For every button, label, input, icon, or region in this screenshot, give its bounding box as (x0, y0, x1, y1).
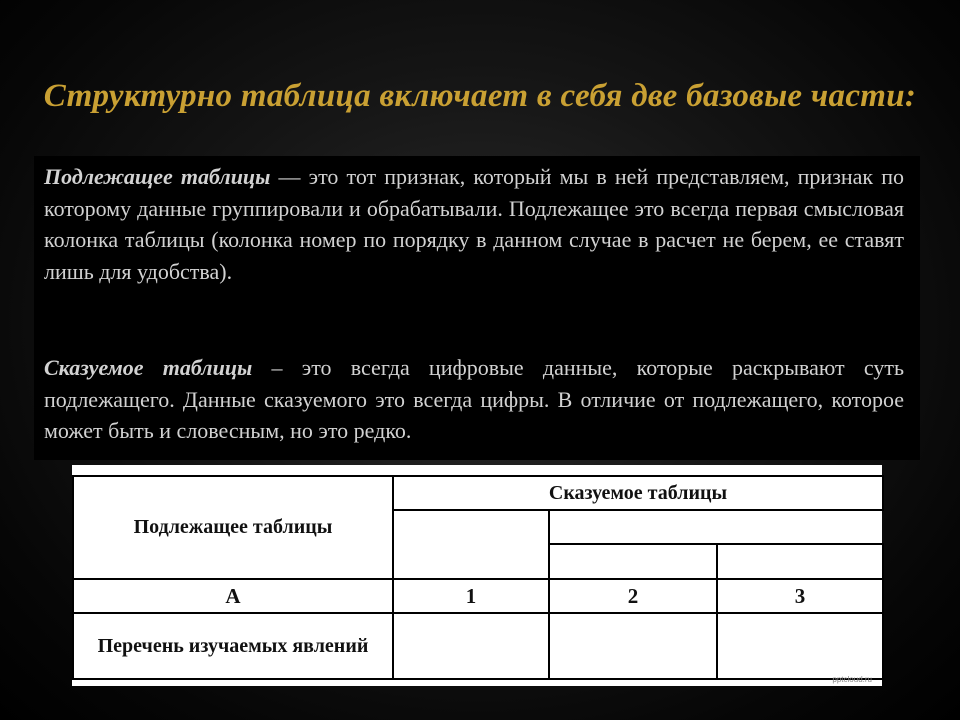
table-cell-empty (717, 613, 883, 679)
table-illustration (72, 465, 882, 686)
slide-title: Структурно таблица включает в себя две базовые части: (43, 78, 917, 114)
table-row (73, 613, 883, 679)
index-cell-a: А (73, 579, 393, 613)
subject-header-cell: Подлежащее таблицы (73, 476, 393, 579)
subject-term: Подлежащее таблицы (44, 164, 271, 189)
table-cell-empty (393, 613, 549, 679)
table-cell-empty (393, 510, 549, 579)
predicate-header-cell: Сказуемое таблицы (393, 476, 883, 510)
subject-definition-text: — это тот признак, который мы в ней представляем, признак по которому данные группировали и обрабатывали. Подлежащее это всегда первая смысловая колонка таблицы (колонка номер по порядку в данном случае в расчет не берем, ее ставят лишь для удобства). (44, 164, 904, 284)
watermark: pptcloud.ru (832, 675, 872, 684)
table-cell-empty (549, 613, 717, 679)
table-cell-empty (549, 544, 717, 579)
subject-definition-paragraph (44, 161, 904, 287)
index-cell-3: 3 (717, 579, 883, 613)
structure-table (72, 475, 884, 680)
table-row (73, 579, 883, 613)
index-cell-1: 1 (393, 579, 549, 613)
predicate-term: Сказуемое таблицы (44, 355, 253, 380)
table-cell-empty (549, 510, 883, 544)
table-cell-empty (717, 544, 883, 579)
index-cell-2: 2 (549, 579, 717, 613)
predicate-definition-text: – это всегда цифровые данные, которые раскрывают суть подлежащего. Данные сказуемого это всегда цифры. В отличие от подлежащего, которое может быть и словесным, но это редко. (44, 355, 904, 443)
row-label-cell: Перечень изучаемых явлений (73, 613, 393, 679)
table-row (73, 476, 883, 510)
predicate-definition-paragraph (44, 352, 904, 447)
